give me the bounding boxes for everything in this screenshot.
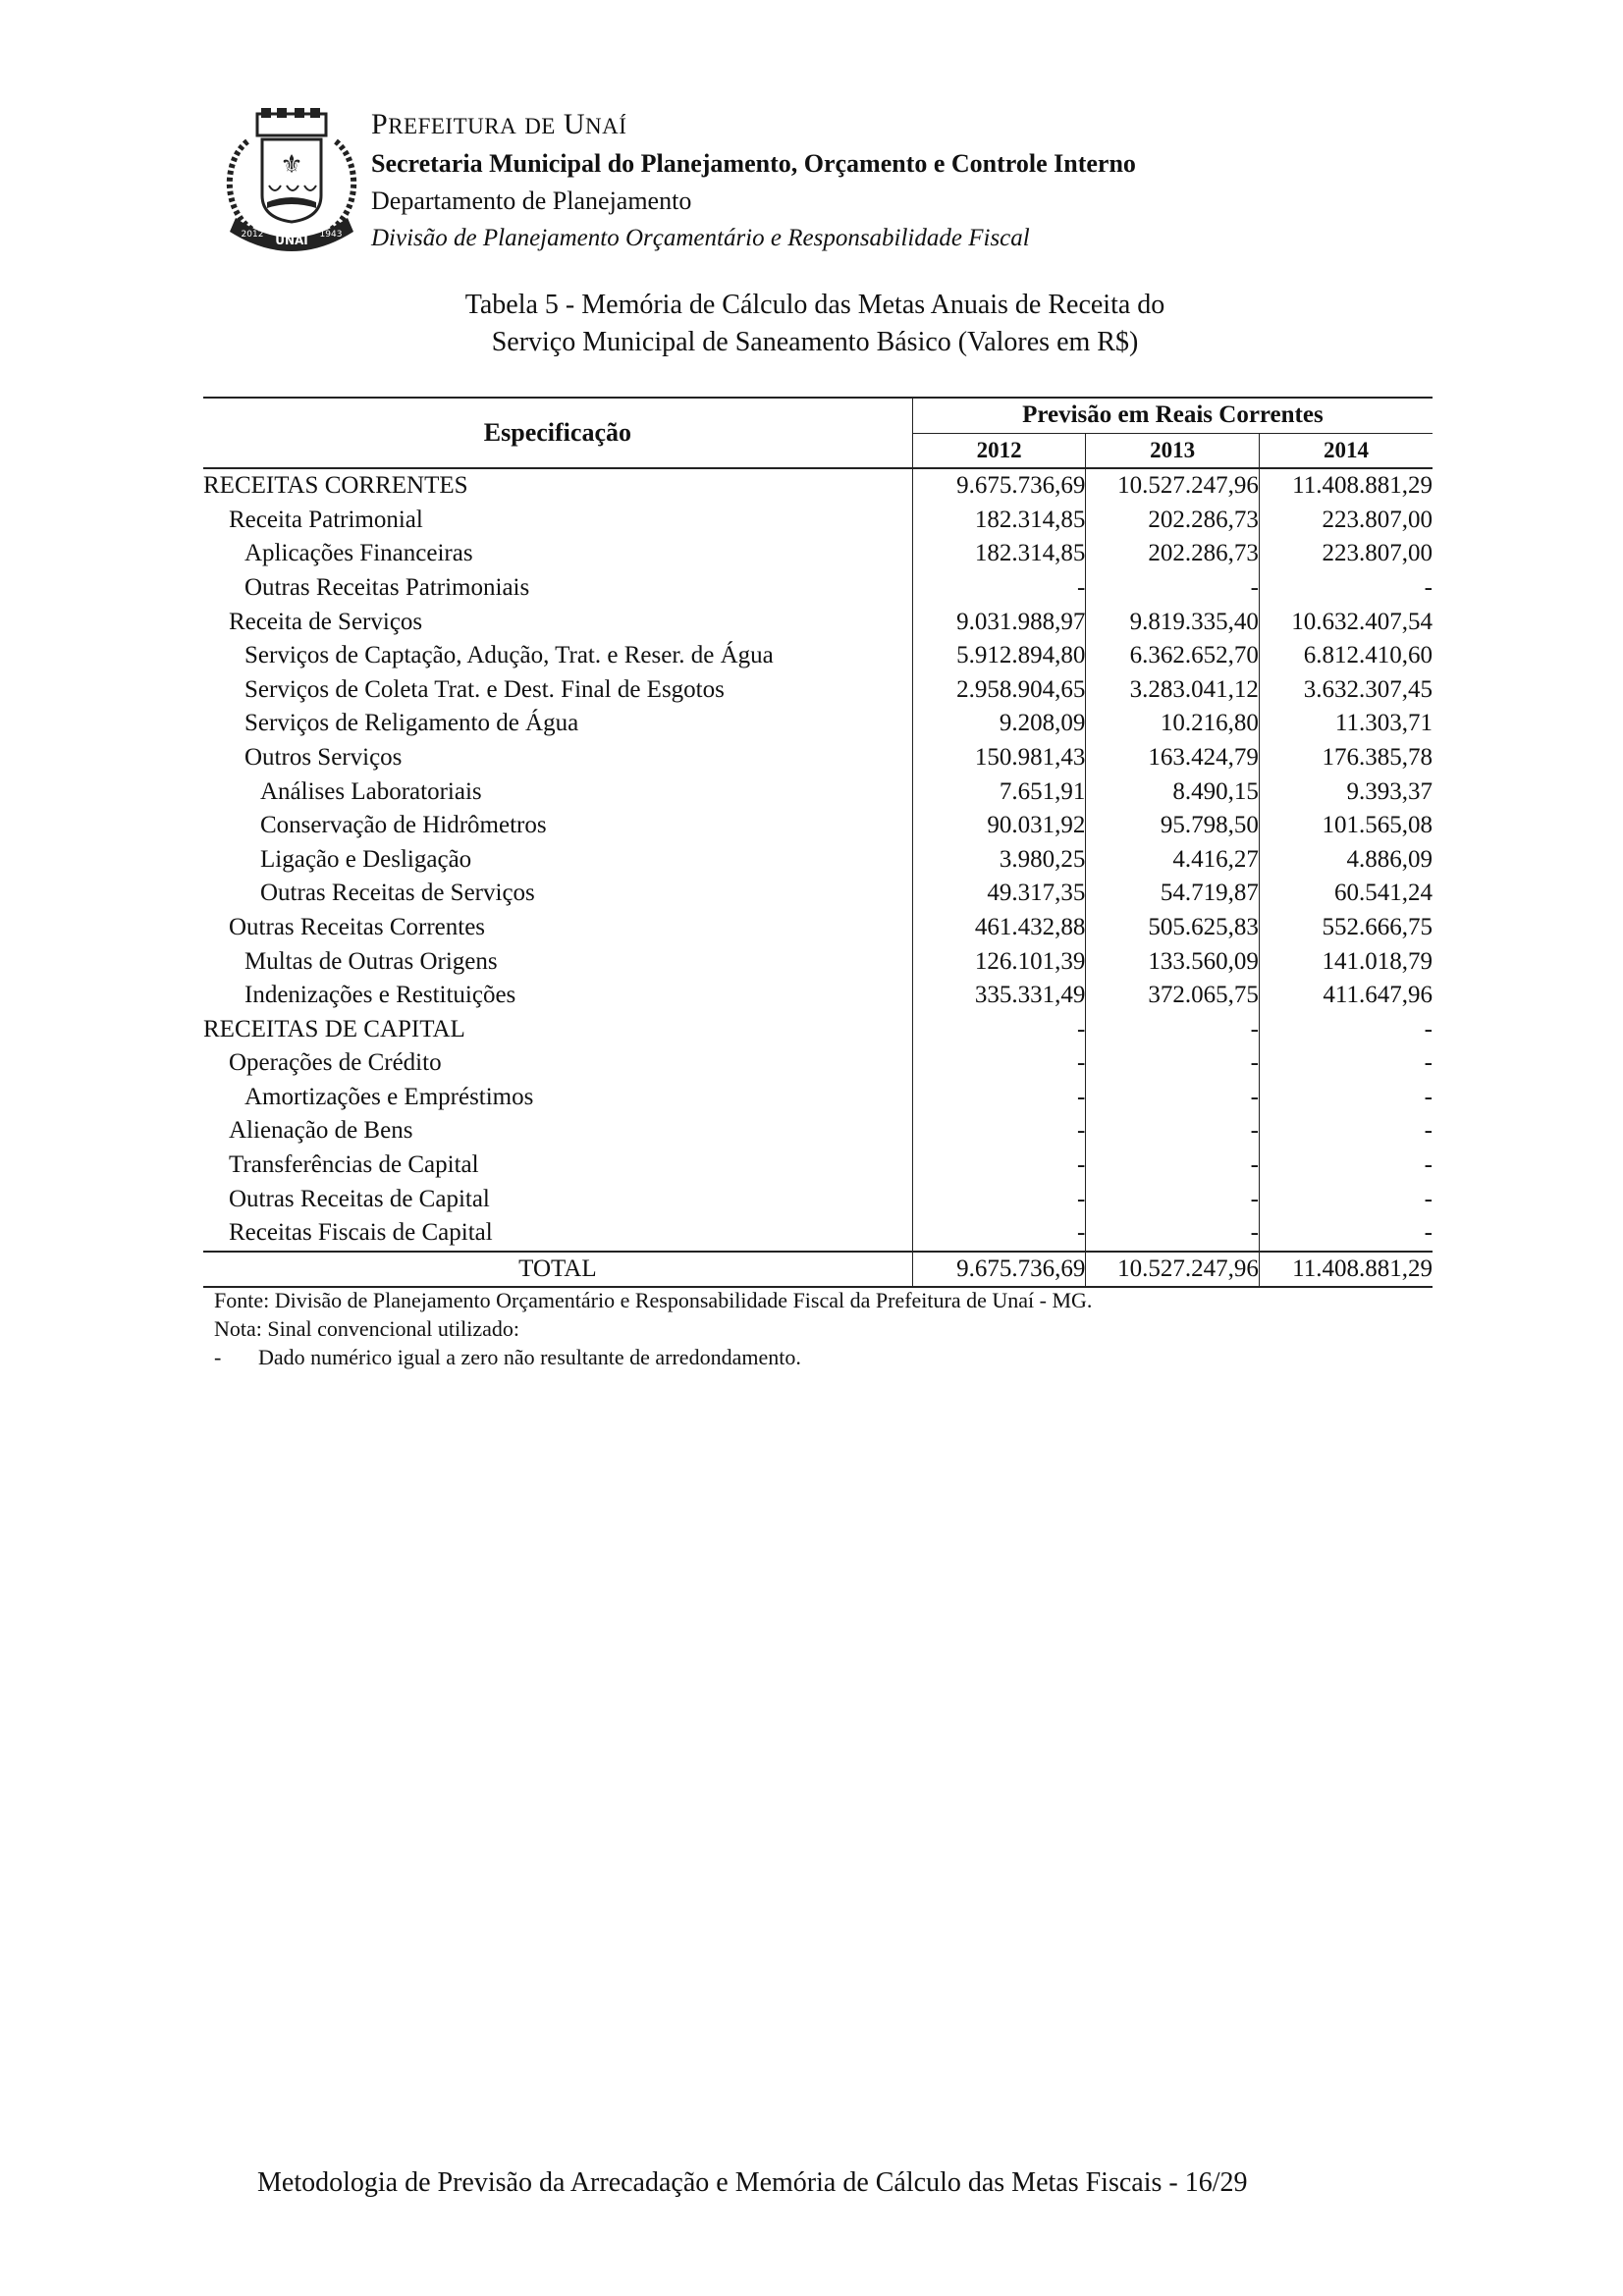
note-title: Nota: Sinal convencional utilizado:	[214, 1316, 519, 1341]
row-label: Outras Receitas Patrimoniais	[244, 573, 530, 601]
row-label: Aplicações Financeiras	[244, 540, 473, 567]
total-value: 10.527.247,96	[1086, 1252, 1260, 1288]
row-value: 4.886,09	[1259, 843, 1433, 878]
row-value: -	[912, 1114, 1086, 1148]
table-row	[203, 809, 1433, 843]
row-value: -	[1259, 1114, 1433, 1148]
table-row	[203, 1013, 1433, 1047]
row-value: 202.286,73	[1086, 504, 1260, 538]
row-label: Receita de Serviços	[229, 608, 423, 635]
secretariat-name: Secretaria Municipal do Planejamento, Orçamento e Controle Interno	[371, 149, 1136, 178]
row-value: 9.393,37	[1259, 775, 1433, 810]
row-value: 6.362.652,70	[1086, 639, 1260, 673]
row-value: 133.560,09	[1086, 945, 1260, 980]
year-header: 2013	[1086, 433, 1260, 468]
row-value: -	[1086, 1183, 1260, 1217]
row-value: 4.416,27	[1086, 843, 1260, 878]
row-value: 176.385,78	[1259, 741, 1433, 775]
department-name: Departamento de Planejamento	[371, 187, 692, 215]
row-value: 9.031.988,97	[912, 606, 1086, 640]
row-value: 182.314,85	[912, 504, 1086, 538]
table-row	[203, 945, 1433, 980]
table-row	[203, 1148, 1433, 1183]
table-row	[203, 877, 1433, 911]
row-value: 5.912.894,80	[912, 639, 1086, 673]
table-row	[203, 1046, 1433, 1081]
caption-line-2: Serviço Municipal de Saneamento Básico (Valores em R$)	[491, 327, 1139, 357]
row-label: RECEITAS CORRENTES	[203, 472, 468, 500]
row-value: 7.651,91	[912, 775, 1086, 810]
letterhead	[218, 102, 1298, 269]
row-value: 552.666,75	[1259, 911, 1433, 945]
row-label: Amortizações e Empréstimos	[244, 1083, 534, 1110]
row-label: Ligação e Desligação	[260, 845, 472, 873]
forecast-group-header: Previsão em Reais Correntes	[912, 398, 1433, 433]
row-label: Outras Receitas de Serviços	[260, 880, 535, 907]
row-value: 163.424,79	[1086, 741, 1260, 775]
table-caption	[201, 287, 1429, 361]
symbol-legend	[214, 1343, 1092, 1371]
row-label: Receita Patrimonial	[229, 506, 423, 533]
row-value: -	[912, 1148, 1086, 1183]
row-label: Análises Laboratoriais	[260, 777, 482, 805]
row-value: 11.408.881,29	[1259, 468, 1433, 504]
row-value: 6.812.410,60	[1259, 639, 1433, 673]
row-value: -	[912, 571, 1086, 606]
table-row	[203, 1081, 1433, 1115]
row-value: -	[912, 1081, 1086, 1115]
table-row	[203, 571, 1433, 606]
row-label: Serviços de Religamento de Água	[244, 710, 579, 737]
row-value: -	[912, 1183, 1086, 1217]
page-footer: Metodologia de Previsão da Arrecadação e Memória de Cálculo das Metas Fiscais - 16/29	[257, 2167, 1248, 2198]
row-label: Outras Receitas Correntes	[229, 913, 486, 940]
row-value: 202.286,73	[1086, 537, 1260, 571]
table-row	[203, 673, 1433, 708]
row-value: -	[1259, 1148, 1433, 1183]
row-label: Conservação de Hidrômetros	[260, 812, 547, 839]
table-row	[203, 979, 1433, 1013]
table-notes	[214, 1286, 1092, 1371]
row-label: Serviços de Captação, Adução, Trat. e Reser. de Água	[244, 642, 774, 669]
row-value: 90.031,92	[912, 809, 1086, 843]
municipal-coat-of-arms-icon	[218, 102, 365, 259]
row-value: 505.625,83	[1086, 911, 1260, 945]
row-value: 372.065,75	[1086, 979, 1260, 1013]
table-row	[203, 504, 1433, 538]
row-label: Indenizações e Restituições	[244, 982, 516, 1009]
table-row	[203, 707, 1433, 741]
row-value: -	[912, 1013, 1086, 1047]
legend-text: Dado numérico igual a zero não resultante de arredondamento.	[258, 1345, 801, 1369]
org-title: PREFEITURA DE UNAÍ	[371, 108, 627, 140]
row-value: 126.101,39	[912, 945, 1086, 980]
row-value: 60.541,24	[1259, 877, 1433, 911]
row-value: -	[912, 1216, 1086, 1252]
row-value: 10.527.247,96	[1086, 468, 1260, 504]
row-label: Serviços de Coleta Trat. e Dest. Final de Esgotos	[244, 675, 725, 703]
row-value: -	[1086, 1013, 1260, 1047]
row-value: 8.490,15	[1086, 775, 1260, 810]
row-value: -	[1259, 1216, 1433, 1252]
row-value: -	[912, 1046, 1086, 1081]
table-row	[203, 1114, 1433, 1148]
year-header: 2012	[912, 433, 1086, 468]
row-value: 101.565,08	[1259, 809, 1433, 843]
table-row	[203, 775, 1433, 810]
specification-header: Especificação	[203, 398, 912, 468]
caption-line-1: Tabela 5 - Memória de Cálculo das Metas Anuais de Receita do	[464, 290, 1165, 320]
row-value: 9.819.335,40	[1086, 606, 1260, 640]
row-value: 461.432,88	[912, 911, 1086, 945]
row-value: 2.958.904,65	[912, 673, 1086, 708]
row-value: -	[1259, 571, 1433, 606]
row-value: 141.018,79	[1259, 945, 1433, 980]
row-value: 54.719,87	[1086, 877, 1260, 911]
total-label: TOTAL	[203, 1252, 912, 1288]
row-value: -	[1086, 1216, 1260, 1252]
row-value: 3.632.307,45	[1259, 673, 1433, 708]
row-value: 9.208,09	[912, 707, 1086, 741]
table-row	[203, 537, 1433, 571]
row-value: -	[1259, 1046, 1433, 1081]
row-label: Operações de Crédito	[229, 1049, 442, 1077]
row-value: 223.807,00	[1259, 537, 1433, 571]
svg-text:UNAÍ: UNAÍ	[275, 234, 308, 247]
table-row	[203, 843, 1433, 878]
row-value: 150.981,43	[912, 741, 1086, 775]
row-label: Alienação de Bens	[229, 1117, 413, 1145]
row-value: 10.216,80	[1086, 707, 1260, 741]
table-row	[203, 639, 1433, 673]
row-value: -	[1086, 1114, 1260, 1148]
division-name: Divisão de Planejamento Orçamentário e Responsabilidade Fiscal	[371, 225, 1030, 251]
row-value: 335.331,49	[912, 979, 1086, 1013]
row-label: Receitas Fiscais de Capital	[229, 1219, 493, 1247]
legend-symbol: -	[214, 1345, 222, 1369]
source-note: Fonte: Divisão de Planejamento Orçamentário e Responsabilidade Fiscal da Prefeitura de Unaí - MG.	[214, 1288, 1093, 1312]
table-row	[203, 741, 1433, 775]
row-value: 182.314,85	[912, 537, 1086, 571]
row-value: -	[1259, 1183, 1433, 1217]
total-row	[203, 1252, 1433, 1288]
row-label: Outras Receitas de Capital	[229, 1185, 490, 1212]
row-value: 49.317,35	[912, 877, 1086, 911]
row-value: -	[1086, 1081, 1260, 1115]
svg-text:1943: 1943	[319, 230, 343, 240]
svg-text:⚜: ⚜	[280, 150, 303, 180]
row-value: 11.303,71	[1259, 707, 1433, 741]
table-row	[203, 1183, 1433, 1217]
row-value: 411.647,96	[1259, 979, 1433, 1013]
row-value: -	[1086, 571, 1260, 606]
row-label: RECEITAS DE CAPITAL	[203, 1015, 465, 1042]
row-value: 223.807,00	[1259, 504, 1433, 538]
row-label: Multas de Outras Origens	[244, 947, 498, 975]
table-row	[203, 468, 1433, 504]
row-value: -	[1259, 1081, 1433, 1115]
svg-text:2012: 2012	[241, 230, 264, 240]
year-header: 2014	[1259, 433, 1433, 468]
row-label: Transferências de Capital	[229, 1151, 479, 1179]
row-value: 9.675.736,69	[912, 468, 1086, 504]
total-value: 11.408.881,29	[1259, 1252, 1433, 1288]
row-value: -	[1086, 1148, 1260, 1183]
table-row	[203, 606, 1433, 640]
table-row	[203, 911, 1433, 945]
row-value: 95.798,50	[1086, 809, 1260, 843]
row-value: -	[1086, 1046, 1260, 1081]
total-value: 9.675.736,69	[912, 1252, 1086, 1288]
revenue-table	[203, 397, 1433, 1288]
row-value: 3.980,25	[912, 843, 1086, 878]
row-value: 3.283.041,12	[1086, 673, 1260, 708]
table-row	[203, 1216, 1433, 1252]
row-label: Outros Serviços	[244, 743, 403, 771]
row-value: -	[1259, 1013, 1433, 1047]
row-value: 10.632.407,54	[1259, 606, 1433, 640]
